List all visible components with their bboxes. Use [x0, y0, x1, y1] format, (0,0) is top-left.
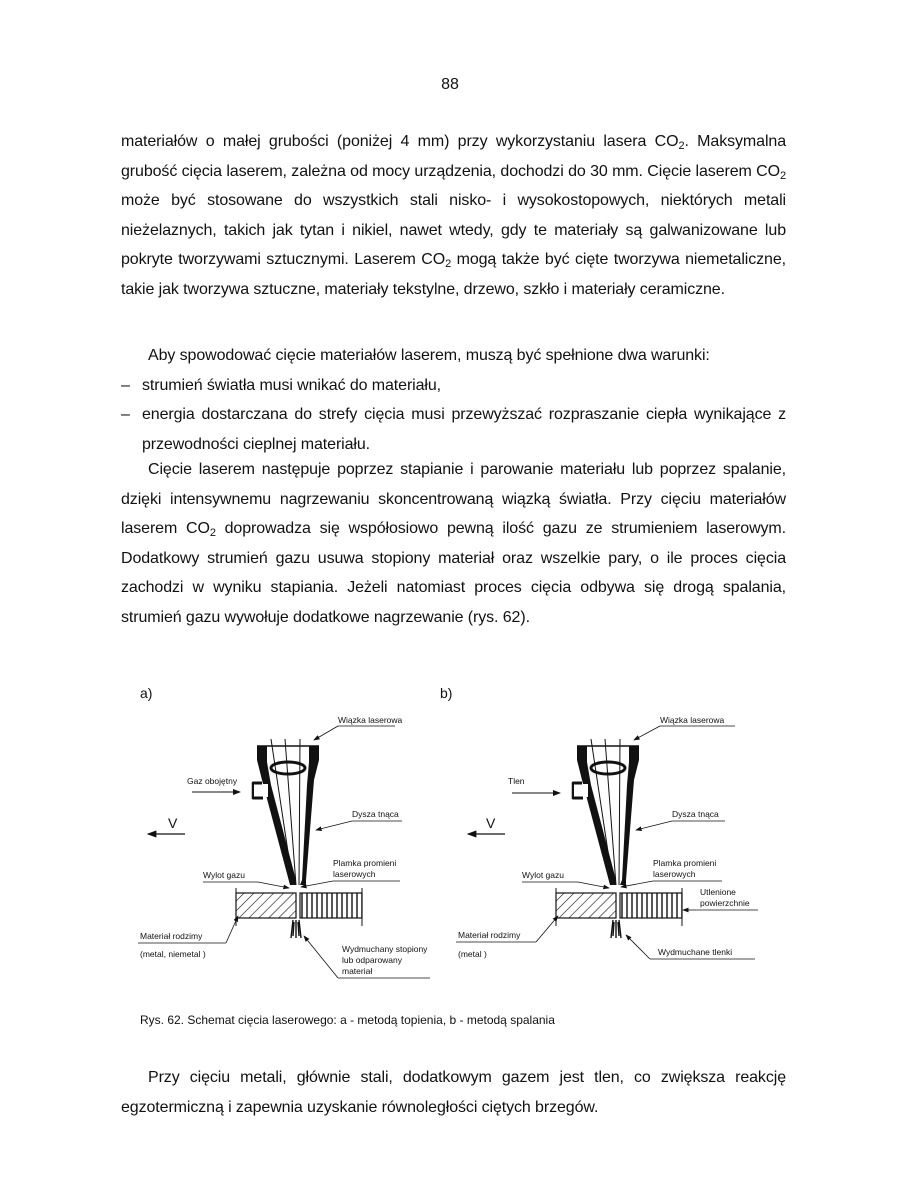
bullet-item — [121, 400, 786, 459]
text-run: może być stosowane do wszystkich stali nisko- i wysokostopowych, niektórych metali nieżelaznych, takich jak tytan i nikiel, nawet wtedy, gdy te materiały są galwanizowane lub pokryte tworzywami sztucznymi. Laserem CO — [121, 192, 786, 268]
bullet-text: strumień światła musi wnikać do materiału, — [142, 376, 442, 394]
label-velocity: V — [168, 815, 178, 831]
bullet-item — [121, 371, 786, 401]
label-base-material-note: (metal, niemetal ) — [140, 949, 206, 959]
label-oxidized-2: powierzchnie — [700, 898, 750, 908]
subscript: 2 — [779, 169, 786, 182]
panel-b — [440, 685, 758, 959]
subscript: 2 — [209, 527, 216, 539]
text-run: . Maksymalna grubość cięcia laserem, zależna od mocy urządzenia, dochodzi do 30 mm. Cięcie laserem CO — [121, 133, 786, 180]
panel-a — [138, 685, 430, 978]
label-ejected-1: Wydmuchany stopiony — [342, 944, 428, 954]
paragraph-4 — [121, 1063, 786, 1122]
label-laser-spot-1: Plamka promieni — [333, 858, 397, 868]
label-inert-gas: Gaz obojętny — [187, 776, 238, 786]
label-gas-outlet: Wylot gazu — [203, 870, 245, 880]
label-base-material: Materiał rodzimy — [140, 931, 203, 941]
label-oxidized-1: Utlenione — [700, 887, 736, 897]
figure-caption: Rys. 62. Schemat cięcia laserowego: a - metodą topienia, b - metodą spalania — [140, 1013, 555, 1027]
label-ejected-2: lub odparowany — [342, 955, 403, 965]
label-base-material-note: (metal ) — [458, 949, 487, 959]
dash-marker: – — [121, 406, 130, 423]
label-laser-beam: Wiązka laserowa — [338, 715, 403, 725]
text-run: materiałów o małej grubości (poniżej 4 mm) przy wykorzystaniu lasera CO — [121, 133, 679, 150]
dash-marker: – — [121, 376, 130, 394]
paragraph-1 — [121, 127, 786, 304]
paragraph-3 — [121, 455, 786, 632]
label-cutting-nozzle: Dysza tnąca — [352, 809, 399, 819]
label-laser-spot-1: Plamka promieni — [653, 858, 717, 868]
subscript: 2 — [678, 140, 685, 152]
text-run: mogą także być cięte tworzywa niemetaliczne, takie jak tworzywa sztuczne, materiały tekstylne, drzewo, szkło i materiały ceramiczne. — [121, 251, 786, 298]
label-velocity: V — [486, 815, 496, 831]
panel-b-label: b) — [440, 685, 453, 701]
label-laser-beam: Wiązka laserowa — [660, 715, 725, 725]
figure-laser-cutting — [130, 680, 790, 1000]
conditions-intro: Aby spowodować cięcie materiałów laserem, muszą być spełnione dwa warunki: — [148, 347, 710, 364]
text-run: Cięcie laserem następuje poprzez stapianie i parowanie materiału lub poprzez spalanie, dzięki intensywnemu nagrzewaniu skoncentrowaną wiązką światła. Przy cięciu materiałów laserem CO — [121, 461, 786, 537]
paragraph-2 — [121, 341, 786, 459]
label-ejected-3: materiał — [342, 966, 373, 976]
label-oxygen: Tlen — [508, 776, 525, 786]
subscript: 2 — [445, 258, 452, 270]
label-laser-spot-2: laserowych — [333, 869, 376, 879]
label-ejected-oxides: Wydmuchane tlenki — [658, 947, 733, 957]
text-run: doprowadza się współosiowo pewną ilość gazu ze strumieniem laserowym. Dodatkowy strumień gazu usuwa stopiony materiał oraz wszelkie pary, o ile proces cięcia zachodzi w wyniku stapiania. Jeżeli natomiast proces cięcia odbywa się drogą spalania, strumień gazu wywołuje dodatkowe nagrzewanie (rys. 62). — [121, 520, 786, 626]
label-gas-outlet: Wylot gazu — [522, 870, 564, 880]
page-number: 88 — [441, 76, 459, 93]
label-base-material: Materiał rodzimy — [458, 930, 521, 940]
panel-a-label: a) — [140, 685, 153, 701]
bullet-text: energia dostarczana do strefy cięcia musi przewyższać rozpraszanie ciepła wynikające z przewodności cieplnej materiału. — [142, 406, 786, 453]
label-laser-spot-2: laserowych — [653, 869, 696, 879]
label-cutting-nozzle: Dysza tnąca — [672, 809, 719, 819]
text-run: Przy cięciu metali, głównie stali, dodatkowym gazem jest tlen, co zwiększa reakcję egzotermiczną i zapewnia uzyskanie równoległości ciętych brzegów. — [121, 1069, 786, 1116]
